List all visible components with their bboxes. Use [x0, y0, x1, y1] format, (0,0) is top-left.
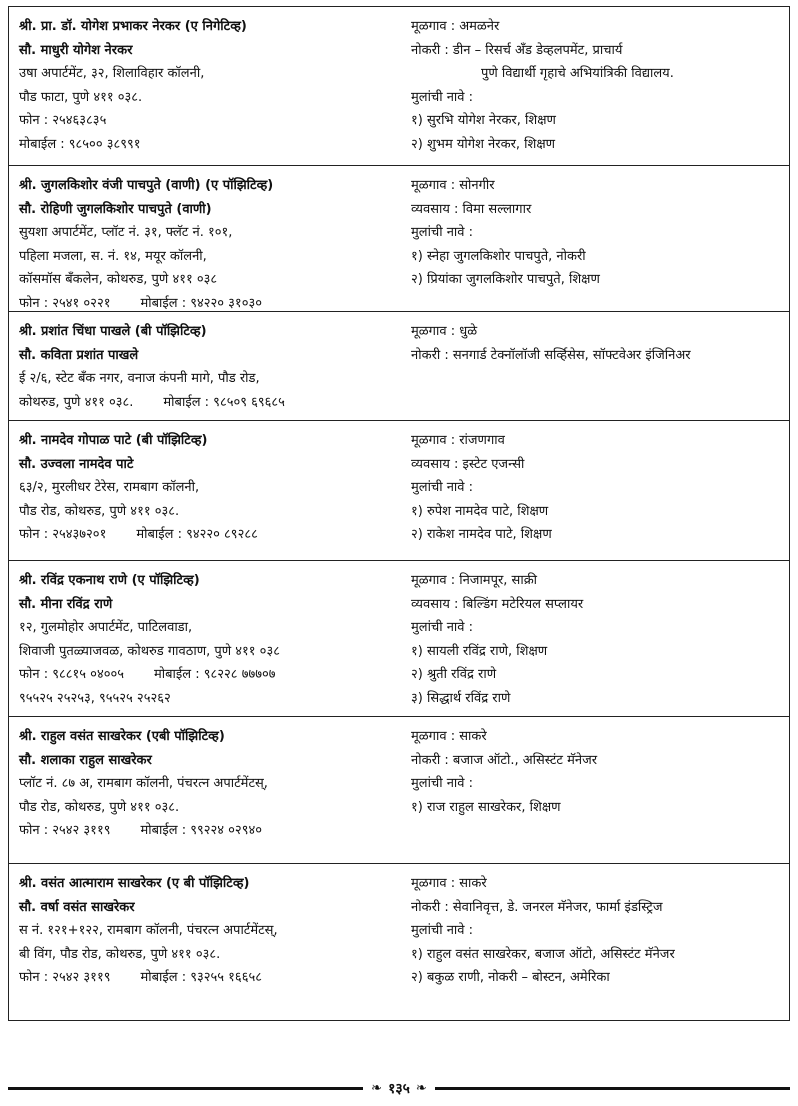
- member-details-column: [401, 429, 789, 550]
- line-text: १) सायली रविंद्र राणे, शिक्षण: [411, 643, 548, 659]
- line-text: मुलांची नावे :: [411, 225, 474, 240]
- detail-line: [411, 943, 789, 967]
- mobile-number: मोबाईल : ९९२२४ ०२९४०: [140, 823, 262, 838]
- member-contact-column: [9, 872, 401, 1010]
- line-text: १) स्नेहा जुगलकिशोर पाचपुते, नोकरी: [411, 248, 586, 264]
- member-entry: [9, 863, 789, 1020]
- detail-line: [411, 476, 789, 500]
- line-text: पुणे विद्यार्थी गृहाचे अभियांत्रिकी विद्यालय.: [481, 66, 674, 81]
- contact-line: [19, 966, 401, 990]
- detail-line: [411, 796, 789, 820]
- contact-line: [19, 391, 401, 415]
- member-contact-column: [9, 725, 401, 853]
- contact-line: [19, 109, 401, 133]
- contact-line: [19, 687, 401, 711]
- line-text: मुलांची नावे :: [411, 89, 474, 105]
- line-text: १) सुरभि योगेश नेरकर, शिक्षण: [411, 113, 556, 128]
- mobile-number: मोबाईल : ९८२२८ ७७७०७: [153, 667, 276, 682]
- line-text: २) प्रियांका जुगलकिशोर पाचपुते, शिक्षण: [411, 272, 600, 287]
- line-text: मुलांची नावे :: [411, 923, 474, 938]
- line-text: पौड रोड, कोथरुड, पुणे ४११ ०३८.: [19, 799, 180, 815]
- contact-line: [19, 221, 401, 245]
- member-details-column: [401, 320, 789, 410]
- member-details-column: [401, 174, 789, 301]
- line-text: सुयशा अपार्टमेंट, प्लॉट नं. ३१, फ्लॅट नं. १०१,: [19, 225, 233, 240]
- detail-line: [411, 523, 789, 547]
- line-text: व्यवसाय : बिल्डिंग मटेरियल सप्लायर: [411, 596, 584, 612]
- contact-line: [19, 367, 401, 391]
- line-text: १) राज राहुल साखरेकर, शिक्षण: [411, 799, 561, 815]
- detail-line: [411, 749, 789, 773]
- contact-line: [19, 198, 401, 222]
- contact-line: [19, 344, 401, 368]
- line-text: स नं. १२१+१२२, रामबाग कॉलनी, पंचरत्न अपार्टमेंटस्,: [19, 923, 278, 938]
- member-contact-column: [9, 15, 401, 155]
- detail-line: [411, 62, 789, 86]
- mobile-number: मोबाईल : ९४२२० ८९२८८: [136, 527, 258, 542]
- contact-line: [19, 725, 401, 749]
- line-text: फोन : ९८८१५ ०४००५: [19, 667, 124, 682]
- line-text: मुलांची नावे :: [411, 620, 474, 635]
- line-text: श्री. नामदेव गोपाळ पाटे (बी पॉझिटिव्ह): [19, 433, 208, 448]
- member-details-column: [401, 15, 789, 155]
- contact-line: [19, 476, 401, 500]
- detail-line: [411, 663, 789, 687]
- detail-line: [411, 640, 789, 664]
- line-text: फोन : २५४१ ०२२१: [19, 295, 111, 311]
- member-entry: [9, 716, 789, 863]
- detail-line: [411, 133, 789, 157]
- line-text: श्री. जुगलकिशोर वंजी पाचपुते (वाणी) (ए पॉझिटिव्ह): [19, 178, 274, 193]
- line-text: पौड फाटा, पुणे ४११ ०३८.: [19, 89, 143, 105]
- line-text: नोकरी : डीन – रिसर्च अँड डेव्हलपमेंट, प्राचार्य: [411, 42, 623, 58]
- line-text: सौ. कविता प्रशांत पाखले: [19, 347, 139, 363]
- line-text: श्री. रविंद्र एकनाथ राणे (ए पॉझिटिव्ह): [19, 573, 200, 588]
- contact-line: [19, 62, 401, 86]
- contact-line: [19, 39, 401, 63]
- contact-line: [19, 292, 401, 316]
- detail-line: [411, 245, 789, 269]
- detail-line: [411, 344, 789, 368]
- member-details-column: [401, 569, 789, 706]
- detail-line: [411, 772, 789, 796]
- line-text: सौ. माधुरी योगेश नेरकर: [19, 42, 133, 58]
- detail-line: [411, 109, 789, 133]
- line-text: मूळगाव : रांजणगाव: [411, 433, 505, 448]
- mobile-number: मोबाईल : ९८५०९ ६९६८५: [163, 394, 285, 410]
- line-text: मोबाईल : ९८५०० ३८९९१: [19, 136, 141, 152]
- detail-line: [411, 569, 789, 593]
- contact-line: [19, 268, 401, 292]
- member-directory: [8, 6, 790, 1021]
- contact-line: [19, 569, 401, 593]
- contact-line: [19, 133, 401, 157]
- line-text: २) श्रुती रविंद्र राणे: [411, 667, 497, 682]
- contact-line: [19, 640, 401, 664]
- line-text: मुलांची नावे :: [411, 480, 474, 495]
- detail-line: [411, 15, 789, 39]
- line-text: श्री. प्रशांत चिंधा पाखले (बी पॉझिटिव्ह): [19, 324, 207, 339]
- contact-line: [19, 663, 401, 687]
- line-text: प्लॉट नं. ८७ अ, रामबाग कॉलनी, पंचरत्न अपार्टमेंटस्,: [19, 776, 268, 791]
- contact-line: [19, 15, 401, 39]
- line-text: मूळगाव : धुळे: [411, 324, 478, 339]
- line-text: २) शुभम योगेश नेरकर, शिक्षण: [411, 136, 556, 152]
- detail-line: [411, 966, 789, 990]
- contact-line: [19, 500, 401, 524]
- contact-line: [19, 819, 401, 843]
- line-text: व्यवसाय : इस्टेट एजन्सी: [411, 456, 525, 472]
- detail-line: [411, 39, 789, 63]
- line-text: शिवाजी पुतळ्याजवळ, कोथरुड गावठाण, पुणे ४११ ०३८: [19, 643, 280, 659]
- ornament-right-icon: ❧: [415, 1080, 427, 1096]
- detail-line: [411, 616, 789, 640]
- member-details-column: [401, 872, 789, 1010]
- line-text: फोन : २५४२ ३११९: [19, 823, 111, 838]
- contact-line: [19, 453, 401, 477]
- member-entry: [9, 311, 789, 420]
- line-text: ९५५२५ २५२५३, ९५५२५ २५२६२: [19, 690, 171, 706]
- detail-line: [411, 453, 789, 477]
- detail-line: [411, 872, 789, 896]
- line-text: नोकरी : सेवानिवृत्त, डे. जनरल मॅनेजर, फार्मा इंडस्ट्रिज: [411, 899, 663, 915]
- line-text: मुलांची नावे :: [411, 776, 474, 791]
- contact-line: [19, 616, 401, 640]
- member-contact-column: [9, 174, 401, 311]
- detail-line: [411, 198, 789, 222]
- line-text: २) बकुळ राणी, नोकरी – बोस्टन, अमेरिका: [411, 970, 610, 985]
- contact-line: [19, 943, 401, 967]
- line-text: सौ. रोहिणी जुगलकिशोर पाचपुते (वाणी): [19, 201, 212, 217]
- member-entry: [9, 165, 789, 311]
- line-text: श्री. वसंत आत्माराम साखरेकर (ए बी पॉझिटिव्ह): [19, 876, 250, 891]
- line-text: ६३/२, मुरलीधर टेरेस, रामबाग कॉलनी,: [19, 480, 200, 495]
- line-text: फोन : २५४२ ३११९: [19, 970, 111, 985]
- mobile-number: मोबाईल : ९४२२० ३१०३०: [140, 295, 262, 311]
- line-text: २) राकेश नामदेव पाटे, शिक्षण: [411, 527, 552, 542]
- detail-line: [411, 268, 789, 292]
- line-text: सौ. वर्षा वसंत साखरेकर: [19, 899, 135, 915]
- member-entry: [9, 560, 789, 716]
- line-text: पहिला मजला, स. नं. १४, मयूर कॉलनी,: [19, 248, 207, 264]
- line-text: फोन : २५४६३८३५: [19, 113, 107, 128]
- line-text: व्यवसाय : विमा सल्लागार: [411, 201, 532, 217]
- contact-line: [19, 796, 401, 820]
- detail-line: [411, 429, 789, 453]
- line-text: फोन : २५४३७२०१: [19, 527, 107, 542]
- line-text: कॉसमॉस बँकलेन, कोथरुड, पुणे ४११ ०३८: [19, 272, 218, 287]
- member-entry: [9, 420, 789, 560]
- detail-line: [411, 500, 789, 524]
- line-text: नोकरी : बजाज ऑटो., असिस्टंट मॅनेजर: [411, 752, 598, 768]
- contact-line: [19, 245, 401, 269]
- line-text: मूळगाव : सोनगीर: [411, 178, 495, 193]
- detail-line: [411, 221, 789, 245]
- member-contact-column: [9, 320, 401, 410]
- contact-line: [19, 872, 401, 896]
- page-number-block: [363, 1079, 435, 1098]
- contact-line: [19, 772, 401, 796]
- line-text: १) रुपेश नामदेव पाटे, शिक्षण: [411, 503, 549, 519]
- member-details-column: [401, 725, 789, 853]
- line-text: श्री. प्रा. डॉ. योगेश प्रभाकर नेरकर (ए निगेटिव्ह): [19, 19, 247, 34]
- line-text: ३) सिद्धार्थ रविंद्र राणे: [411, 690, 511, 706]
- contact-line: [19, 320, 401, 344]
- line-text: सौ. शलाका राहुल साखरेकर: [19, 752, 152, 768]
- detail-line: [411, 174, 789, 198]
- contact-line: [19, 593, 401, 617]
- line-text: मूळगाव : साकरे: [411, 729, 487, 744]
- contact-line: [19, 749, 401, 773]
- detail-line: [411, 593, 789, 617]
- detail-line: [411, 919, 789, 943]
- mobile-number: मोबाईल : ९३२५५ १६६५८: [140, 970, 262, 985]
- ornament-left-icon: ❧: [371, 1080, 383, 1096]
- line-text: श्री. राहुल वसंत साखरेकर (एबी पॉझिटिव्ह): [19, 729, 225, 744]
- line-text: मूळगाव : साकरे: [411, 876, 487, 891]
- member-contact-column: [9, 429, 401, 550]
- line-text: ई २/६, स्टेट बँक नगर, वनाज कंपनी मागे, पौड रोड,: [19, 371, 260, 386]
- line-text: बी विंग, पौड रोड, कोथरुड, पुणे ४११ ०३८.: [19, 946, 221, 962]
- line-text: १२, गुलमोहोर अपार्टमेंट, पाटिलवाडा,: [19, 620, 193, 635]
- footer-rule-left: [8, 1087, 363, 1090]
- member-entry: [9, 7, 789, 165]
- line-text: नोकरी : सनगार्ड टेक्नॉलॉजी सर्व्हिसेस, सॉफ्टवेअर इंजिनिअर: [411, 347, 691, 363]
- line-text: सौ. उज्वला नामदेव पाटे: [19, 456, 134, 472]
- contact-line: [19, 523, 401, 547]
- page-number: १३५: [388, 1080, 410, 1097]
- contact-line: [19, 174, 401, 198]
- page-footer: [0, 1078, 798, 1098]
- line-text: १) राहुल वसंत साखरेकर, बजाज ऑटो, असिस्टंट मॅनेजर: [411, 946, 675, 962]
- detail-line: [411, 725, 789, 749]
- detail-line: [411, 687, 789, 711]
- detail-line: [411, 896, 789, 920]
- line-text: सौ. मीना रविंद्र राणे: [19, 596, 113, 612]
- line-text: उषा अपार्टमेंट, ३२, शिलाविहार कॉलनी,: [19, 66, 205, 81]
- line-text: कोथरुड, पुणे ४११ ०३८.: [19, 394, 134, 410]
- contact-line: [19, 896, 401, 920]
- contact-line: [19, 429, 401, 453]
- detail-line: [411, 86, 789, 110]
- line-text: पौड रोड, कोथरुड, पुणे ४११ ०३८.: [19, 503, 180, 519]
- footer-rule-right: [435, 1087, 790, 1090]
- contact-line: [19, 86, 401, 110]
- line-text: मूळगाव : निजामपूर, साक्री: [411, 573, 538, 588]
- contact-line: [19, 919, 401, 943]
- detail-line: [411, 320, 789, 344]
- member-contact-column: [9, 569, 401, 706]
- line-text: मूळगाव : अमळनेर: [411, 19, 500, 34]
